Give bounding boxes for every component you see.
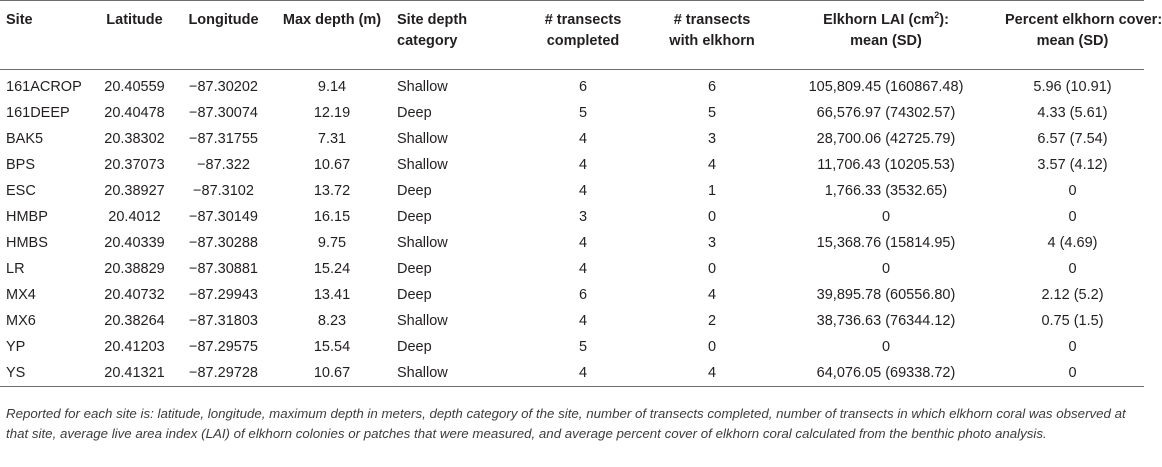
table-row <box>0 204 1144 230</box>
cell-percent-cover: 4.33 (5.61) <box>1037 105 1108 121</box>
cell-transects-with-elkhorn: 5 <box>707 105 717 121</box>
cell-transects-completed: 4 <box>578 183 588 199</box>
header-percent-elkhorn-cover: Percent elkhorn cover: mean (SD) <box>1001 1 1144 70</box>
cell-max-depth: 9.14 <box>317 79 347 95</box>
cell-longitude: −87.30881 <box>189 261 258 277</box>
table-row <box>0 70 1144 101</box>
cell-transects-with-elkhorn: 6 <box>707 79 717 95</box>
cell-elkhorn-lai: 105,809.45 (160867.48) <box>808 79 964 95</box>
cell-depth-category: Shallow <box>397 157 448 173</box>
cell-longitude: −87.30149 <box>189 209 258 225</box>
cell-latitude: 20.38829 <box>104 261 165 277</box>
cell-transects-with-elkhorn: 0 <box>707 209 717 225</box>
header-latitude: Latitude <box>93 1 176 70</box>
cell-transects-completed: 4 <box>578 157 588 173</box>
cell-max-depth: 7.31 <box>317 131 347 147</box>
cell-latitude: 20.38302 <box>104 131 165 147</box>
cell-max-depth: 10.67 <box>313 157 351 173</box>
table-row <box>0 308 1144 334</box>
table-row <box>0 178 1144 204</box>
cell-elkhorn-lai: 15,368.76 (15814.95) <box>816 235 956 251</box>
cell-percent-cover: 0 <box>1068 183 1077 199</box>
cell-transects-with-elkhorn: 2 <box>707 313 717 329</box>
cell-latitude: 20.40339 <box>104 235 165 251</box>
cell-percent-cover: 4 (4.69) <box>1047 235 1098 251</box>
cell-max-depth: 15.54 <box>313 339 351 355</box>
cell-transects-with-elkhorn: 0 <box>707 261 717 277</box>
cell-site: ESC <box>6 183 36 199</box>
cell-longitude: −87.30202 <box>189 79 258 95</box>
table-row <box>0 152 1144 178</box>
cell-transects-completed: 4 <box>578 131 588 147</box>
cell-percent-cover: 6.57 (7.54) <box>1037 131 1108 147</box>
cell-transects-with-elkhorn: 1 <box>707 183 717 199</box>
cell-site: 161ACROP <box>6 79 82 95</box>
cell-percent-cover: 0 <box>1068 339 1077 355</box>
cell-latitude: 20.41203 <box>104 339 165 355</box>
cell-longitude: −87.30288 <box>189 235 258 251</box>
cell-elkhorn-lai: 66,576.97 (74302.57) <box>816 105 956 121</box>
table-body <box>0 70 1144 387</box>
cell-elkhorn-lai: 64,076.05 (69338.72) <box>771 360 1001 387</box>
table-row <box>0 256 1144 282</box>
cell-transects-completed: 3 <box>578 209 588 225</box>
cell-transects-completed: 5 <box>578 105 588 121</box>
header-site-depth-category: Site depth category <box>393 1 513 70</box>
cell-site: 161DEEP <box>6 105 70 121</box>
cell-max-depth: 13.41 <box>313 287 351 303</box>
cell-depth-category: Shallow <box>397 235 448 251</box>
cell-elkhorn-lai: 38,736.63 (76344.12) <box>816 313 956 329</box>
table-row <box>0 334 1144 360</box>
cell-site: YP <box>6 339 26 355</box>
cell-depth-category: Shallow <box>393 360 513 387</box>
cell-latitude: 20.4012 <box>108 209 161 225</box>
cell-percent-cover: 0 <box>1068 261 1077 277</box>
header-longitude: Longitude <box>176 1 271 70</box>
cell-site: BPS <box>6 157 36 173</box>
table-row <box>0 282 1144 308</box>
cell-latitude: 20.38927 <box>104 183 165 199</box>
cell-max-depth: 16.15 <box>313 209 351 225</box>
cell-site: BAK5 <box>6 131 44 147</box>
cell-depth-category: Deep <box>397 209 432 225</box>
cell-depth-category: Deep <box>397 261 432 277</box>
cell-max-depth: 13.72 <box>313 183 351 199</box>
cell-latitude: 20.40478 <box>104 105 165 121</box>
cell-elkhorn-lai: 1,766.33 (3532.65) <box>824 183 948 199</box>
cell-transects-completed: 4 <box>578 261 588 277</box>
header-site: Site <box>0 1 93 70</box>
cell-longitude: −87.3102 <box>193 183 254 199</box>
cell-elkhorn-lai: 0 <box>881 339 891 355</box>
cell-depth-category: Deep <box>397 339 432 355</box>
cell-longitude: −87.31803 <box>189 313 258 329</box>
table-row <box>0 100 1144 126</box>
cell-max-depth: 10.67 <box>271 360 393 387</box>
cell-site: MX6 <box>6 313 36 329</box>
cell-transects-completed: 4 <box>513 360 653 387</box>
cell-percent-cover: 0.75 (1.5) <box>1041 313 1104 329</box>
cell-longitude: −87.29575 <box>189 339 258 355</box>
cell-percent-cover: 3.57 (4.12) <box>1037 157 1108 173</box>
cell-longitude: −87.30074 <box>189 105 258 121</box>
header-elkhorn-lai: Elkhorn LAI $(cm^2)$: mean (SD) <box>771 1 1001 70</box>
cell-depth-category: Shallow <box>397 313 448 329</box>
header-transects-completed: # transects completed <box>513 1 653 70</box>
cell-transects-with-elkhorn: 4 <box>653 360 771 387</box>
cell-latitude: 20.38264 <box>104 313 165 329</box>
cell-elkhorn-lai: 28,700.06 (42725.79) <box>816 131 956 147</box>
cell-transects-with-elkhorn: 3 <box>707 235 717 251</box>
cell-elkhorn-lai: 0 <box>881 261 891 277</box>
cell-max-depth: 15.24 <box>313 261 351 277</box>
cell-site: HMBP <box>6 209 48 225</box>
cell-longitude: −87.31755 <box>189 131 258 147</box>
cell-site: LR <box>6 261 25 277</box>
cell-longitude: −87.29728 <box>176 360 271 387</box>
cell-max-depth: 12.19 <box>313 105 351 121</box>
table-row <box>0 126 1144 152</box>
cell-elkhorn-lai: 0 <box>881 209 891 225</box>
cell-percent-cover: 0 <box>1001 360 1144 387</box>
header-transects-with-elkhorn: # transects with elkhorn <box>653 1 771 70</box>
cell-longitude: −87.29943 <box>189 287 258 303</box>
cell-transects-completed: 4 <box>578 235 588 251</box>
cell-depth-category: Shallow <box>397 131 448 147</box>
cell-site: HMBS <box>6 235 48 251</box>
cell-longitude: −87.322 <box>197 157 250 173</box>
cell-depth-category: Deep <box>397 105 432 121</box>
cell-latitude: 20.37073 <box>104 157 165 173</box>
header-max-depth: Max depth (m) <box>271 1 393 70</box>
cell-latitude: 20.41321 <box>93 360 176 387</box>
cell-max-depth: 8.23 <box>317 313 347 329</box>
cell-depth-category: Deep <box>397 183 432 199</box>
cell-transects-with-elkhorn: 0 <box>707 339 717 355</box>
cell-percent-cover: 5.96 (10.91) <box>1033 79 1112 95</box>
cell-latitude: 20.40559 <box>104 79 165 95</box>
cell-transects-completed: 4 <box>578 313 588 329</box>
cell-elkhorn-lai: 11,706.43 (10205.53) <box>817 157 955 173</box>
cell-depth-category: Deep <box>397 287 432 303</box>
table-row <box>0 360 1144 387</box>
cell-site: MX4 <box>6 287 36 303</box>
table-footnote: Reported for each site is: latitude, longitude, maximum depth in meters, depth category of the site, number of transects completed, number of transects in which elkhorn coral was observed at that site, average live area index (LAI) of elkhorn colonies or patches that were measured, and average percent cover of elkhorn coral calculated from the benthic photo analysis. <box>6 406 1126 441</box>
cell-percent-cover: 2.12 (5.2) <box>1041 287 1104 303</box>
cell-max-depth: 9.75 <box>317 235 347 251</box>
cell-transects-with-elkhorn: 4 <box>707 157 717 173</box>
cell-transects-completed: 6 <box>578 287 588 303</box>
cell-elkhorn-lai: 39,895.78 (60556.80) <box>816 287 956 303</box>
cell-site: YS <box>0 360 93 387</box>
table-header-row <box>0 1 1144 70</box>
table-row <box>0 230 1144 256</box>
cell-latitude: 20.40732 <box>104 287 165 303</box>
cell-depth-category: Shallow <box>397 79 448 95</box>
cell-transects-with-elkhorn: 3 <box>707 131 717 147</box>
cell-percent-cover: 0 <box>1068 209 1077 225</box>
cell-transects-with-elkhorn: 4 <box>707 287 717 303</box>
cell-transects-completed: 6 <box>578 79 588 95</box>
cell-transects-completed: 5 <box>578 339 588 355</box>
